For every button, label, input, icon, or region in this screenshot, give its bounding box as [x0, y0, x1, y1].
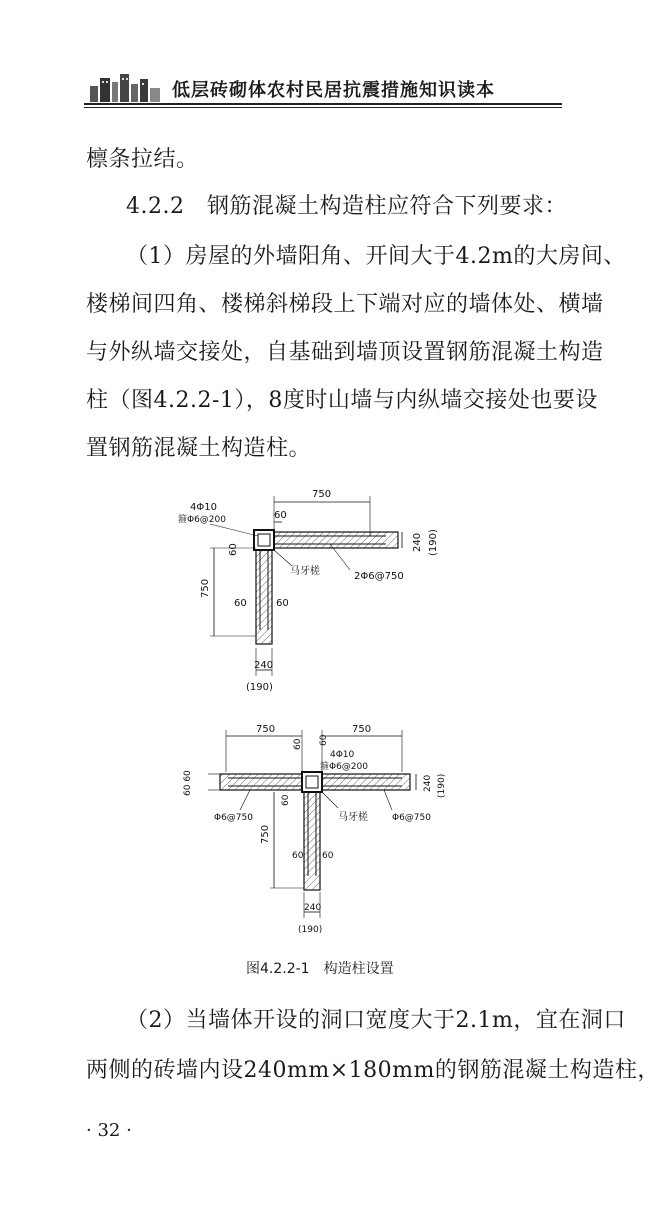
dim-750-vertical: 750: [200, 578, 211, 598]
dim-60-r: 60: [322, 851, 334, 861]
page-number: · 32 ·: [86, 1120, 132, 1141]
dim-240-side: 240: [423, 774, 433, 792]
dim-240: 240: [254, 660, 274, 671]
dim-240-side: 240: [412, 532, 423, 552]
dim-190: (190): [298, 925, 323, 935]
dim-60-60: 60 60: [183, 770, 193, 796]
dim-60-vertical: 60: [228, 543, 239, 556]
horizontal-wall: [256, 532, 398, 548]
running-header: [84, 70, 562, 104]
tie-right-label: Φ6@750: [392, 813, 431, 823]
tie-bar-label: 2Φ6@750: [354, 571, 404, 582]
dim-60-right: 60: [276, 598, 289, 609]
dim-190-side: (190): [428, 529, 439, 556]
dim-60-left: 60: [234, 598, 247, 609]
column-box: [302, 772, 322, 792]
body-line-5: 与外纵墙交接处，自基础到墙顶设置钢筋混凝土构造: [86, 340, 604, 365]
header-rule-thin: [84, 107, 562, 108]
dim-750-left: 750: [256, 724, 276, 735]
body-line-1: 檩条拉结。: [86, 147, 199, 172]
figure-caption: 图4.2.2-1 构造柱设置: [246, 961, 394, 977]
dim-60-mid: 60: [281, 794, 291, 806]
dim-60-b: 60: [319, 734, 329, 746]
body-line-8: （2）当墙体开设的洞口宽度大于2.1m，宜在洞口: [126, 1008, 626, 1033]
body-line-6: 柱（图4.2.2-1），8度时山墙与内纵墙交接处也要设: [86, 388, 598, 413]
body-line-9: 两侧的砖墙内设240mm×180mm的钢筋混凝土构造柱，: [86, 1058, 660, 1083]
book-title: 低层砖砌体农村民居抗震措施知识读本: [172, 80, 495, 101]
dim-750-top: 750: [312, 489, 332, 500]
column-box: [254, 530, 274, 550]
mayacha-label: 马牙槎: [338, 812, 368, 823]
corner-column-diagram: [178, 489, 439, 693]
mayacha-label: 马牙槎: [290, 566, 320, 577]
rebar-main-label: 4Φ10: [190, 502, 217, 513]
constructional-column-figure: [170, 480, 490, 950]
dim-750-vertical: 750: [260, 824, 271, 844]
dim-60: 60: [274, 510, 287, 521]
dim-750-right: 750: [352, 724, 372, 735]
tie-left-label: Φ6@750: [214, 813, 253, 823]
dim-240: 240: [304, 903, 322, 913]
dim-60-a: 60: [293, 738, 303, 750]
header-rule: [84, 103, 562, 105]
section-heading: 4.2.2 钢筋混凝土构造柱应符合下列要求：: [126, 194, 567, 219]
tee-column-diagram: [183, 724, 447, 935]
rebar-main-label: 4Φ10: [330, 750, 355, 760]
city-skyline-logo: [84, 70, 164, 102]
body-line-3: （1）房屋的外墙阳角、开间大于4.2m的大房间、: [126, 244, 626, 269]
body-line-4: 楼梯间四角、楼梯斜梯段上下端对应的墙体处、横墙: [86, 292, 604, 317]
dim-60-l: 60: [292, 851, 304, 861]
stirrup-label: 箍Φ6@200: [178, 515, 226, 525]
dim-190: (190): [246, 682, 273, 693]
body-line-7: 置钢筋混凝土构造柱。: [86, 436, 312, 461]
dim-190-side: (190): [437, 773, 447, 798]
stirrup-label: 箍Φ6@200: [320, 762, 368, 772]
